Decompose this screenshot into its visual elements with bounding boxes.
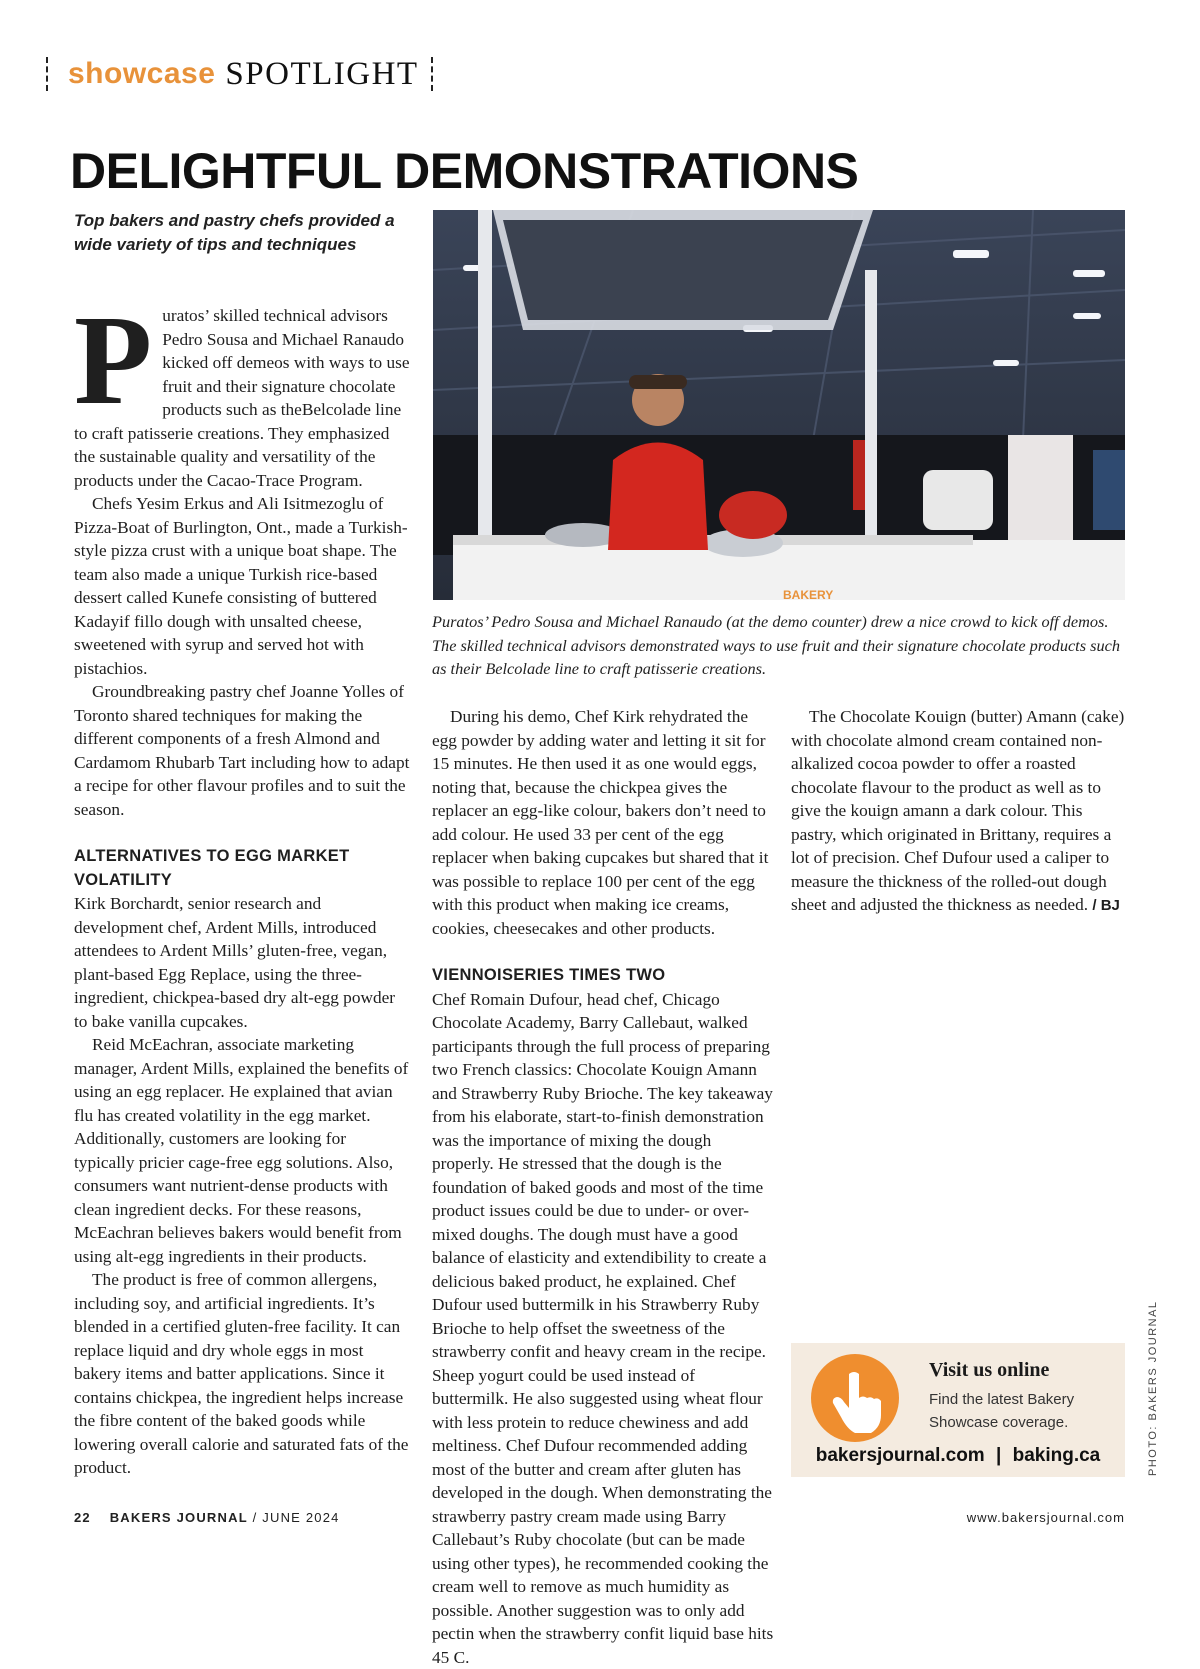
paragraph: Chefs Yesim Erkus and Ali Isitmezoglu of Pizza-Boat of Burlington, Ont., made a Turkish-style pizza crust with a unique boat shape. The team also made a unique Turkish rice-based dessert called Kunefe consisting of buttered Kadayif fillo dough with unsalted cheese, sweetened with syrup and served hot with pistachios. [74, 492, 410, 680]
pointing-hand-icon [811, 1354, 899, 1442]
deck: Top bakers and pastry chefs provided a wide variety of tips and techniques [74, 209, 414, 256]
paragraph-text: The Chocolate Kouign (butter) Amann (cake) with chocolate almond cream contained non-alkalized cocoa powder to offer a roasted chocolate flavour to the product as well as to give the kouign amann a dark colour. This pastry, which originated in Brittany, requires a lot of precision. Chef Dufour used a caliper to measure the thickness of the rolled-out dough sheet and adjusted the thickness as needed. [791, 707, 1124, 914]
link-separator: | [996, 1445, 1001, 1466]
paragraph: Chef Romain Dufour, head chef, Chicago Chocolate Academy, Barry Callebaut, walked participants through the full process of preparing two French classics: Chocolate Kouign Amann and Strawberry Ruby Brioche. The key takeaway from his elaborate, start-to-finish demonstration was the importance of mixing the dough properly. He stressed that the dough is the foundation of baked goods and most of the time product issues could be due to under- or over-mixed doughs. The dough must have a good balance of elasticity and extendibility to create a delicious baked product, he explained. Chef Dufour used buttermilk in his Strawberry Ruby Brioche to help offset the sweetness of the strawberry confit and heavy cream in the recipe. Sheep yogurt could be used instead of buttermilk. He also suggested using wheat flour with less protein to reduce chewiness and add meltiness. Chef Dufour recommended adding most of the butter and cream after gluten has developed in the dough. When demonstrating the strawberry pastry cream made using Barry Callebaut’s Ruby chocolate (but can be made using other types), he recommended cooking the cream well to remove as much humidity as possible. Another suggestion was to only add pectin when the strawberry confit liquid base hits 45 C. [432, 988, 774, 1669]
demo-photo [433, 210, 1125, 600]
page-number: 22 [74, 1510, 91, 1525]
column-2 [432, 705, 774, 1669]
lead-paragraph [74, 304, 410, 492]
paragraph: Groundbreaking pastry chef Joanne Yolles of Toronto shared techniques for making the different components of a fresh Almond and Cardamom Rhubarb Tart including how to adapt a recipe for other flavour profiles and to suit the season. [74, 680, 410, 821]
section-kicker: showcase [68, 57, 215, 91]
drop-cap: P [74, 310, 152, 414]
footer-website[interactable]: www.bakersjournal.com [967, 1510, 1125, 1525]
paragraph: Reid McEachran, associate marketing manager, Ardent Mills, explained the benefits of using an egg replacer. He explained that avian flu has created volatility in the egg market. Additionally, customers are looking for typically pricier cage-free egg solutions. Also, consumers want nutrient-dense products with clean ingredient decks. For these reasons, McEachran believes bakers would benefit from using alt-egg ingredients in their products. [74, 1033, 410, 1268]
paragraph [791, 705, 1125, 918]
signoff: / BJ [1092, 897, 1120, 914]
subhead-egg-alternatives: ALTERNATIVES TO EGG MARKET VOLATILITY [74, 845, 410, 892]
photo-credit: PHOTO: BAKERS JOURNAL [1147, 1316, 1161, 1476]
counter-sign: BAKERY [783, 588, 833, 600]
headline: DELIGHTFUL DEMONSTRATIONS [70, 142, 858, 200]
publication-name: BAKERS JOURNAL [110, 1510, 248, 1525]
promo-subtitle: Find the latest Bakery Showcase coverage. [929, 1388, 1109, 1434]
section-label: SPOTLIGHT [225, 56, 418, 93]
column-1 [74, 304, 410, 1480]
subhead-viennoiseries: VIENNOISERIES TIMES TWO [432, 964, 774, 988]
lead-text: uratos’ skilled technical advisors Pedro Sousa and Michael Ranaudo kicked off demeos with ways to use fruit and their signature chocolate products such as theBelcolade line to craft patisserie creations. They emphasized the sustainable quality and versatility of the products under the Cacao-Trace Program. [74, 306, 410, 490]
section-header [46, 54, 435, 94]
issue-date: / JUNE 2024 [253, 1510, 340, 1525]
footer-left [74, 1510, 340, 1525]
column-3 [791, 705, 1125, 918]
paragraph: During his demo, Chef Kirk rehydrated the egg powder by adding water and letting it sit for 15 minutes. He then used it as one would eggs, noting that, because the chickpea gives the replacer an egg-like colour, bakers don’t need to add colour. He used 33 per cent of the egg replacer when baking cupcakes but shared that it was possible to replace 100 per cent of the egg with this product when making ice creams, cookies, cheesecakes and other products. [432, 705, 774, 940]
visit-online-promo[interactable] [791, 1343, 1125, 1477]
promo-title: Visit us online [929, 1359, 1049, 1382]
photo-caption: Puratos’ Pedro Sousa and Michael Ranaudo (at the demo counter) drew a nice crowd to kick off demos. The skilled technical advisors demonstrated ways to use fruit and their signature chocolate products such as their Belcolade line to craft patisserie creations. [432, 610, 1125, 681]
link-bakersjournal[interactable]: bakersjournal.com [816, 1445, 985, 1466]
header-divider-right [431, 57, 435, 91]
paragraph: The product is free of common allergens, including soy, and artificial ingredients. It’s blended in a certified gluten-free facility. It can replace liquid and dry whole eggs in most bakery items and batter applications. Since it contains chickpea, the ingredient helps increase the fibre content of the baked goods while lowering overall calorie and saturated fats of the product. [74, 1268, 410, 1480]
header-divider-left [46, 57, 50, 91]
paragraph: Kirk Borchardt, senior research and development chef, Ardent Mills, introduced attendees to Ardent Mills’ gluten-free, vegan, plant-based Egg Replace, using the three-ingredient, chickpea-based dry alt-egg powder to bake vanilla cupcakes. [74, 892, 410, 1033]
promo-links [791, 1445, 1125, 1467]
link-baking[interactable]: baking.ca [1013, 1445, 1101, 1466]
